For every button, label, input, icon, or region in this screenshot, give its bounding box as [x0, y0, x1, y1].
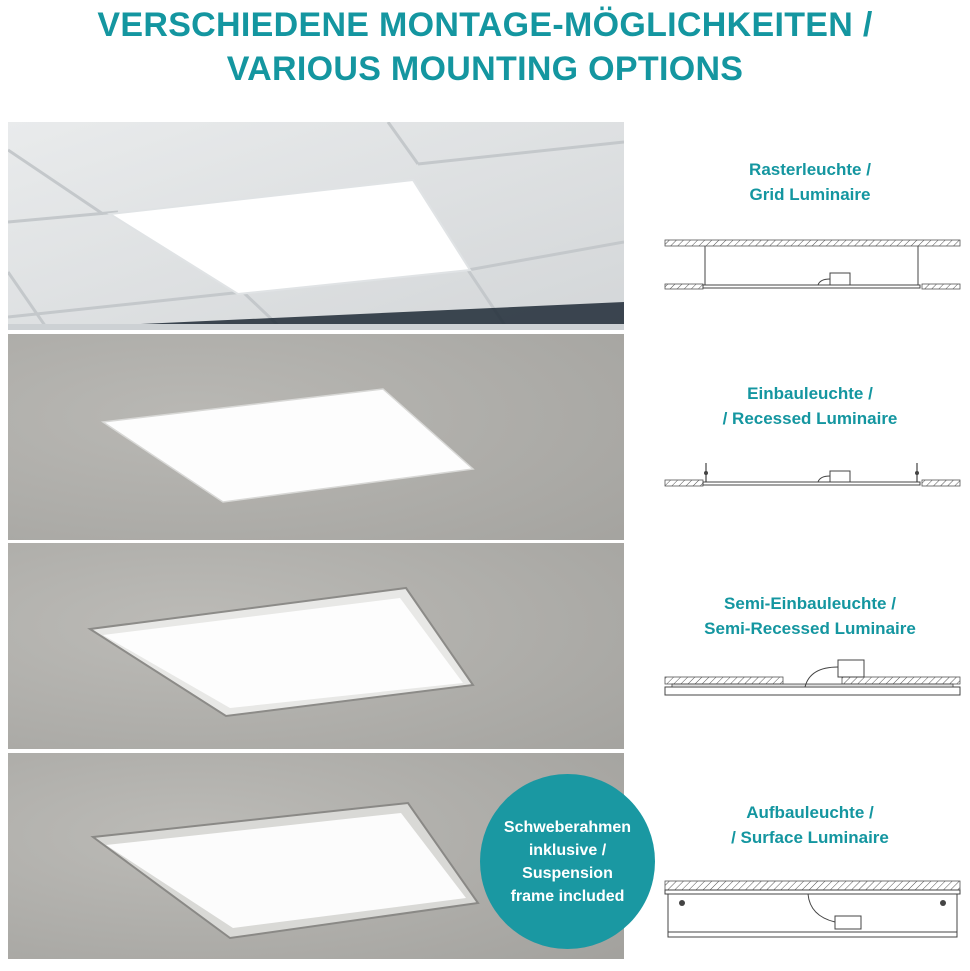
badge-line-1: Schweberahmen [503, 818, 632, 836]
badge-line-3: Suspension [522, 864, 613, 882]
title-line-2: VARIOUS MOUNTING OPTIONS [226, 50, 744, 88]
suspension-frame-badge [480, 774, 655, 949]
option-label-surface [640, 800, 970, 850]
badge-line-4: frame included [510, 887, 625, 905]
label-en: / Surface Luminaire [731, 828, 889, 847]
diagram-grid-mount [660, 235, 965, 295]
diagram-semi-recessed-mount [660, 655, 965, 705]
photo-grid-luminaire [8, 122, 624, 330]
title-line-1: VERSCHIEDENE MONTAGE-MÖGLICHKEITEN / [97, 6, 873, 44]
photo-recessed-luminaire [8, 334, 624, 540]
label-de: Einbauleuchte / [747, 384, 873, 403]
option-label-grid [640, 157, 970, 207]
label-de: Rasterleuchte / [749, 160, 871, 179]
label-en: / Recessed Luminaire [722, 409, 898, 428]
diagram-surface-mount [660, 876, 965, 944]
photo-semi-recessed-luminaire [8, 543, 624, 749]
diagram-recessed-mount [660, 455, 965, 495]
option-label-recessed [640, 381, 970, 431]
label-de: Aufbauleuchte / [746, 803, 874, 822]
label-de: Semi-Einbauleuchte / [724, 594, 896, 613]
badge-line-2: inklusive / [528, 841, 607, 859]
option-label-semi-recessed [640, 591, 970, 641]
label-en: Grid Luminaire [749, 185, 871, 204]
label-en: Semi-Recessed Luminaire [704, 619, 916, 638]
